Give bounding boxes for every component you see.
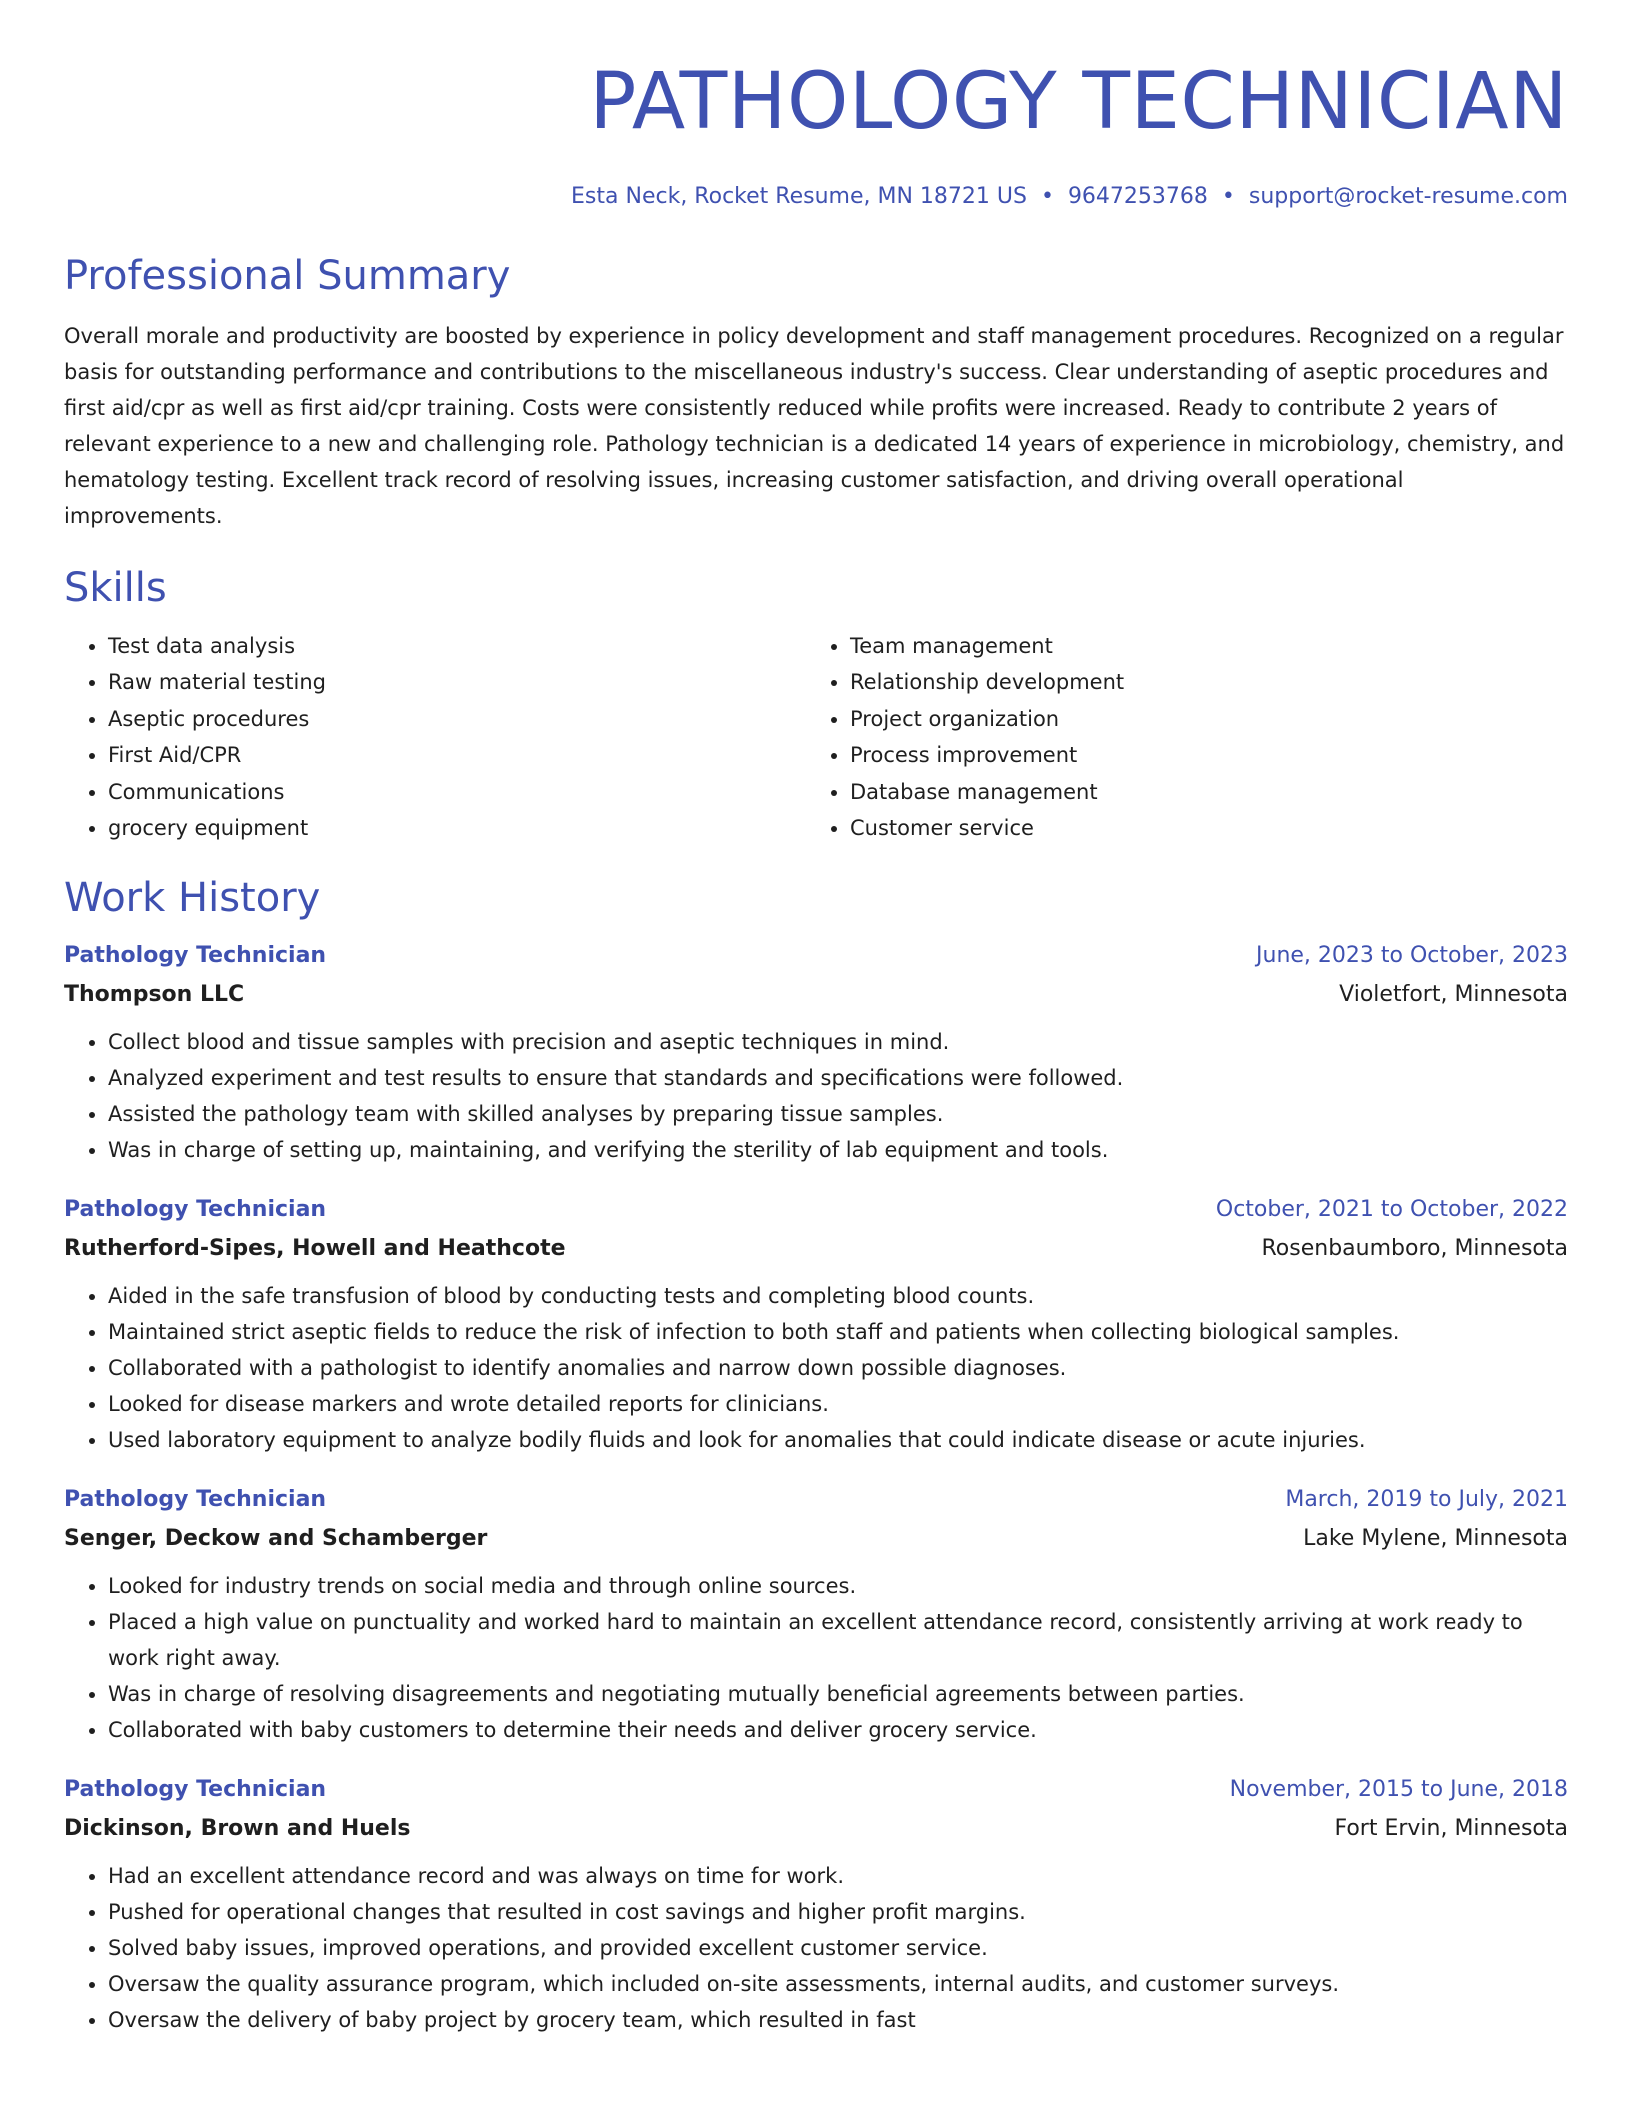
job-bullet: • Analyzed experiment and test results to ensure that standards and specifications were followed. — [108, 1060, 1568, 1096]
job-role: Pathology Technician — [64, 1487, 327, 1513]
contact-line — [64, 182, 1568, 212]
skills-heading: Skills — [64, 565, 167, 611]
job-bullet: • Used laboratory equipment to analyze bodily fluids and look for anomalies that could indicate disease or acute injuries. — [108, 1422, 1568, 1458]
job-bullets — [64, 1278, 1568, 1458]
job-entry — [64, 1190, 1568, 1458]
job-bullet: • Solved baby issues, improved operations, and provided excellent customer service. — [108, 1930, 1568, 1966]
job-bullet: • Aided in the safe transfusion of blood by conducting tests and completing blood counts. — [108, 1278, 1568, 1314]
job-bullet: • Placed a high value on punctuality and worked hard to maintain an excellent attendance record, consistently arriving at work ready to work right away. — [108, 1604, 1568, 1676]
job-bullets — [64, 1858, 1568, 2038]
job-bullet: • Was in charge of resolving disagreements and negotiating mutually beneficial agreements between parties. — [108, 1676, 1568, 1712]
job-header — [64, 936, 1568, 976]
job-bullet: • Collaborated with a pathologist to identify anomalies and narrow down possible diagnoses. — [108, 1350, 1568, 1386]
job-subheader — [64, 1520, 1568, 1558]
skills-columns — [64, 628, 1568, 846]
resume-title: PATHOLOGY TECHNICIAN — [589, 57, 1568, 147]
job-role: Pathology Technician — [64, 1197, 327, 1223]
skill-item: • grocery equipment — [108, 810, 806, 846]
job-bullet: • Looked for disease markers and wrote detailed reports for clinicians. — [108, 1386, 1568, 1422]
job-bullet: • Oversaw the delivery of baby project by grocery team, which resulted in fast — [108, 2002, 1568, 2038]
skill-item: • Test data analysis — [108, 628, 806, 664]
job-location: Violetfort, Minnesota — [1339, 982, 1568, 1008]
job-bullets — [64, 1568, 1568, 1748]
summary-heading: Professional Summary — [64, 253, 511, 299]
job-bullet: • Looked for industry trends on social media and through online sources. — [108, 1568, 1568, 1604]
contact-separator: • — [1221, 184, 1235, 209]
job-subheader — [64, 1230, 1568, 1268]
job-location: Lake Mylene, Minnesota — [1303, 1526, 1568, 1552]
job-entry — [64, 936, 1568, 1168]
job-company: Rutherford-Sipes, Howell and Heathcote — [64, 1236, 566, 1262]
job-subheader — [64, 1810, 1568, 1848]
job-bullet: • Pushed for operational changes that resulted in cost savings and higher profit margins. — [108, 1894, 1568, 1930]
job-bullet: • Maintained strict aseptic fields to reduce the risk of infection to both staff and patients when collecting biological samples. — [108, 1314, 1568, 1350]
job-dates: June, 2023 to October, 2023 — [1256, 943, 1568, 969]
skill-item: • Communications — [108, 774, 806, 810]
skill-item: • First Aid/CPR — [108, 737, 806, 773]
skill-item: • Raw material testing — [108, 664, 806, 700]
job-dates: March, 2019 to July, 2021 — [1285, 1487, 1568, 1513]
job-header — [64, 1190, 1568, 1230]
job-bullet: • Was in charge of setting up, maintaining, and verifying the sterility of lab equipment and tools. — [108, 1132, 1568, 1168]
job-dates: October, 2021 to October, 2022 — [1215, 1197, 1568, 1223]
job-location: Rosenbaumboro, Minnesota — [1261, 1236, 1568, 1262]
contact-separator: • — [1040, 184, 1054, 209]
contact-phone: 9647253768 — [1067, 184, 1208, 209]
skills-list-right — [806, 628, 1548, 846]
summary-text: Overall morale and productivity are boosted by experience in policy development and staff management procedures. Recognized on a regular basis for outstanding performance and contributions to the miscellaneous industry's success. Clear understanding of aseptic procedures and first aid/cpr as well as first aid/cpr training. Costs were consistently reduced while profits were increased. Ready to contribute 2 years of relevant experience to a new and challenging role. Pathology technician is a dedicated 14 years of experience in microbiology, chemistry, and hematology testing. Excellent track record of resolving issues, increasing customer satisfaction, and driving overall operational improvements. — [64, 324, 1565, 528]
contact-email[interactable]: support@rocket-resume.com — [1248, 184, 1568, 209]
job-company: Dickinson, Brown and Huels — [64, 1816, 411, 1842]
job-bullet: • Collaborated with baby customers to determine their needs and deliver grocery service. — [108, 1712, 1568, 1748]
job-bullet: • Oversaw the quality assurance program, which included on-site assessments, internal audits, and customer surveys. — [108, 1966, 1568, 2002]
job-bullet: • Assisted the pathology team with skilled analyses by preparing tissue samples. — [108, 1096, 1568, 1132]
job-header — [64, 1770, 1568, 1810]
job-location: Fort Ervin, Minnesota — [1334, 1816, 1568, 1842]
skill-item: • Aseptic procedures — [108, 701, 806, 737]
job-role: Pathology Technician — [64, 1777, 327, 1803]
job-subheader — [64, 976, 1568, 1014]
job-entry — [64, 1770, 1568, 2038]
skill-item: • Database management — [850, 774, 1548, 810]
skill-item: • Project organization — [850, 701, 1548, 737]
skill-item: • Relationship development — [850, 664, 1548, 700]
job-company: Senger, Deckow and Schamberger — [64, 1526, 488, 1552]
work-history-heading: Work History — [64, 875, 321, 922]
skill-item: • Process improvement — [850, 737, 1548, 773]
skill-item: • Customer service — [850, 810, 1548, 846]
job-bullet: • Had an excellent attendance record and was always on time for work. — [108, 1858, 1568, 1894]
job-role: Pathology Technician — [64, 943, 327, 969]
job-company: Thompson LLC — [64, 982, 245, 1008]
job-dates: November, 2015 to June, 2018 — [1229, 1777, 1568, 1803]
job-bullet: • Collect blood and tissue samples with precision and aseptic techniques in mind. — [108, 1024, 1568, 1060]
job-entry — [64, 1480, 1568, 1748]
skills-list-left — [64, 628, 806, 846]
skill-item: • Team management — [850, 628, 1548, 664]
job-header — [64, 1480, 1568, 1520]
job-bullets — [64, 1024, 1568, 1168]
contact-address: Esta Neck, Rocket Resume, MN 18721 US — [571, 184, 1027, 209]
